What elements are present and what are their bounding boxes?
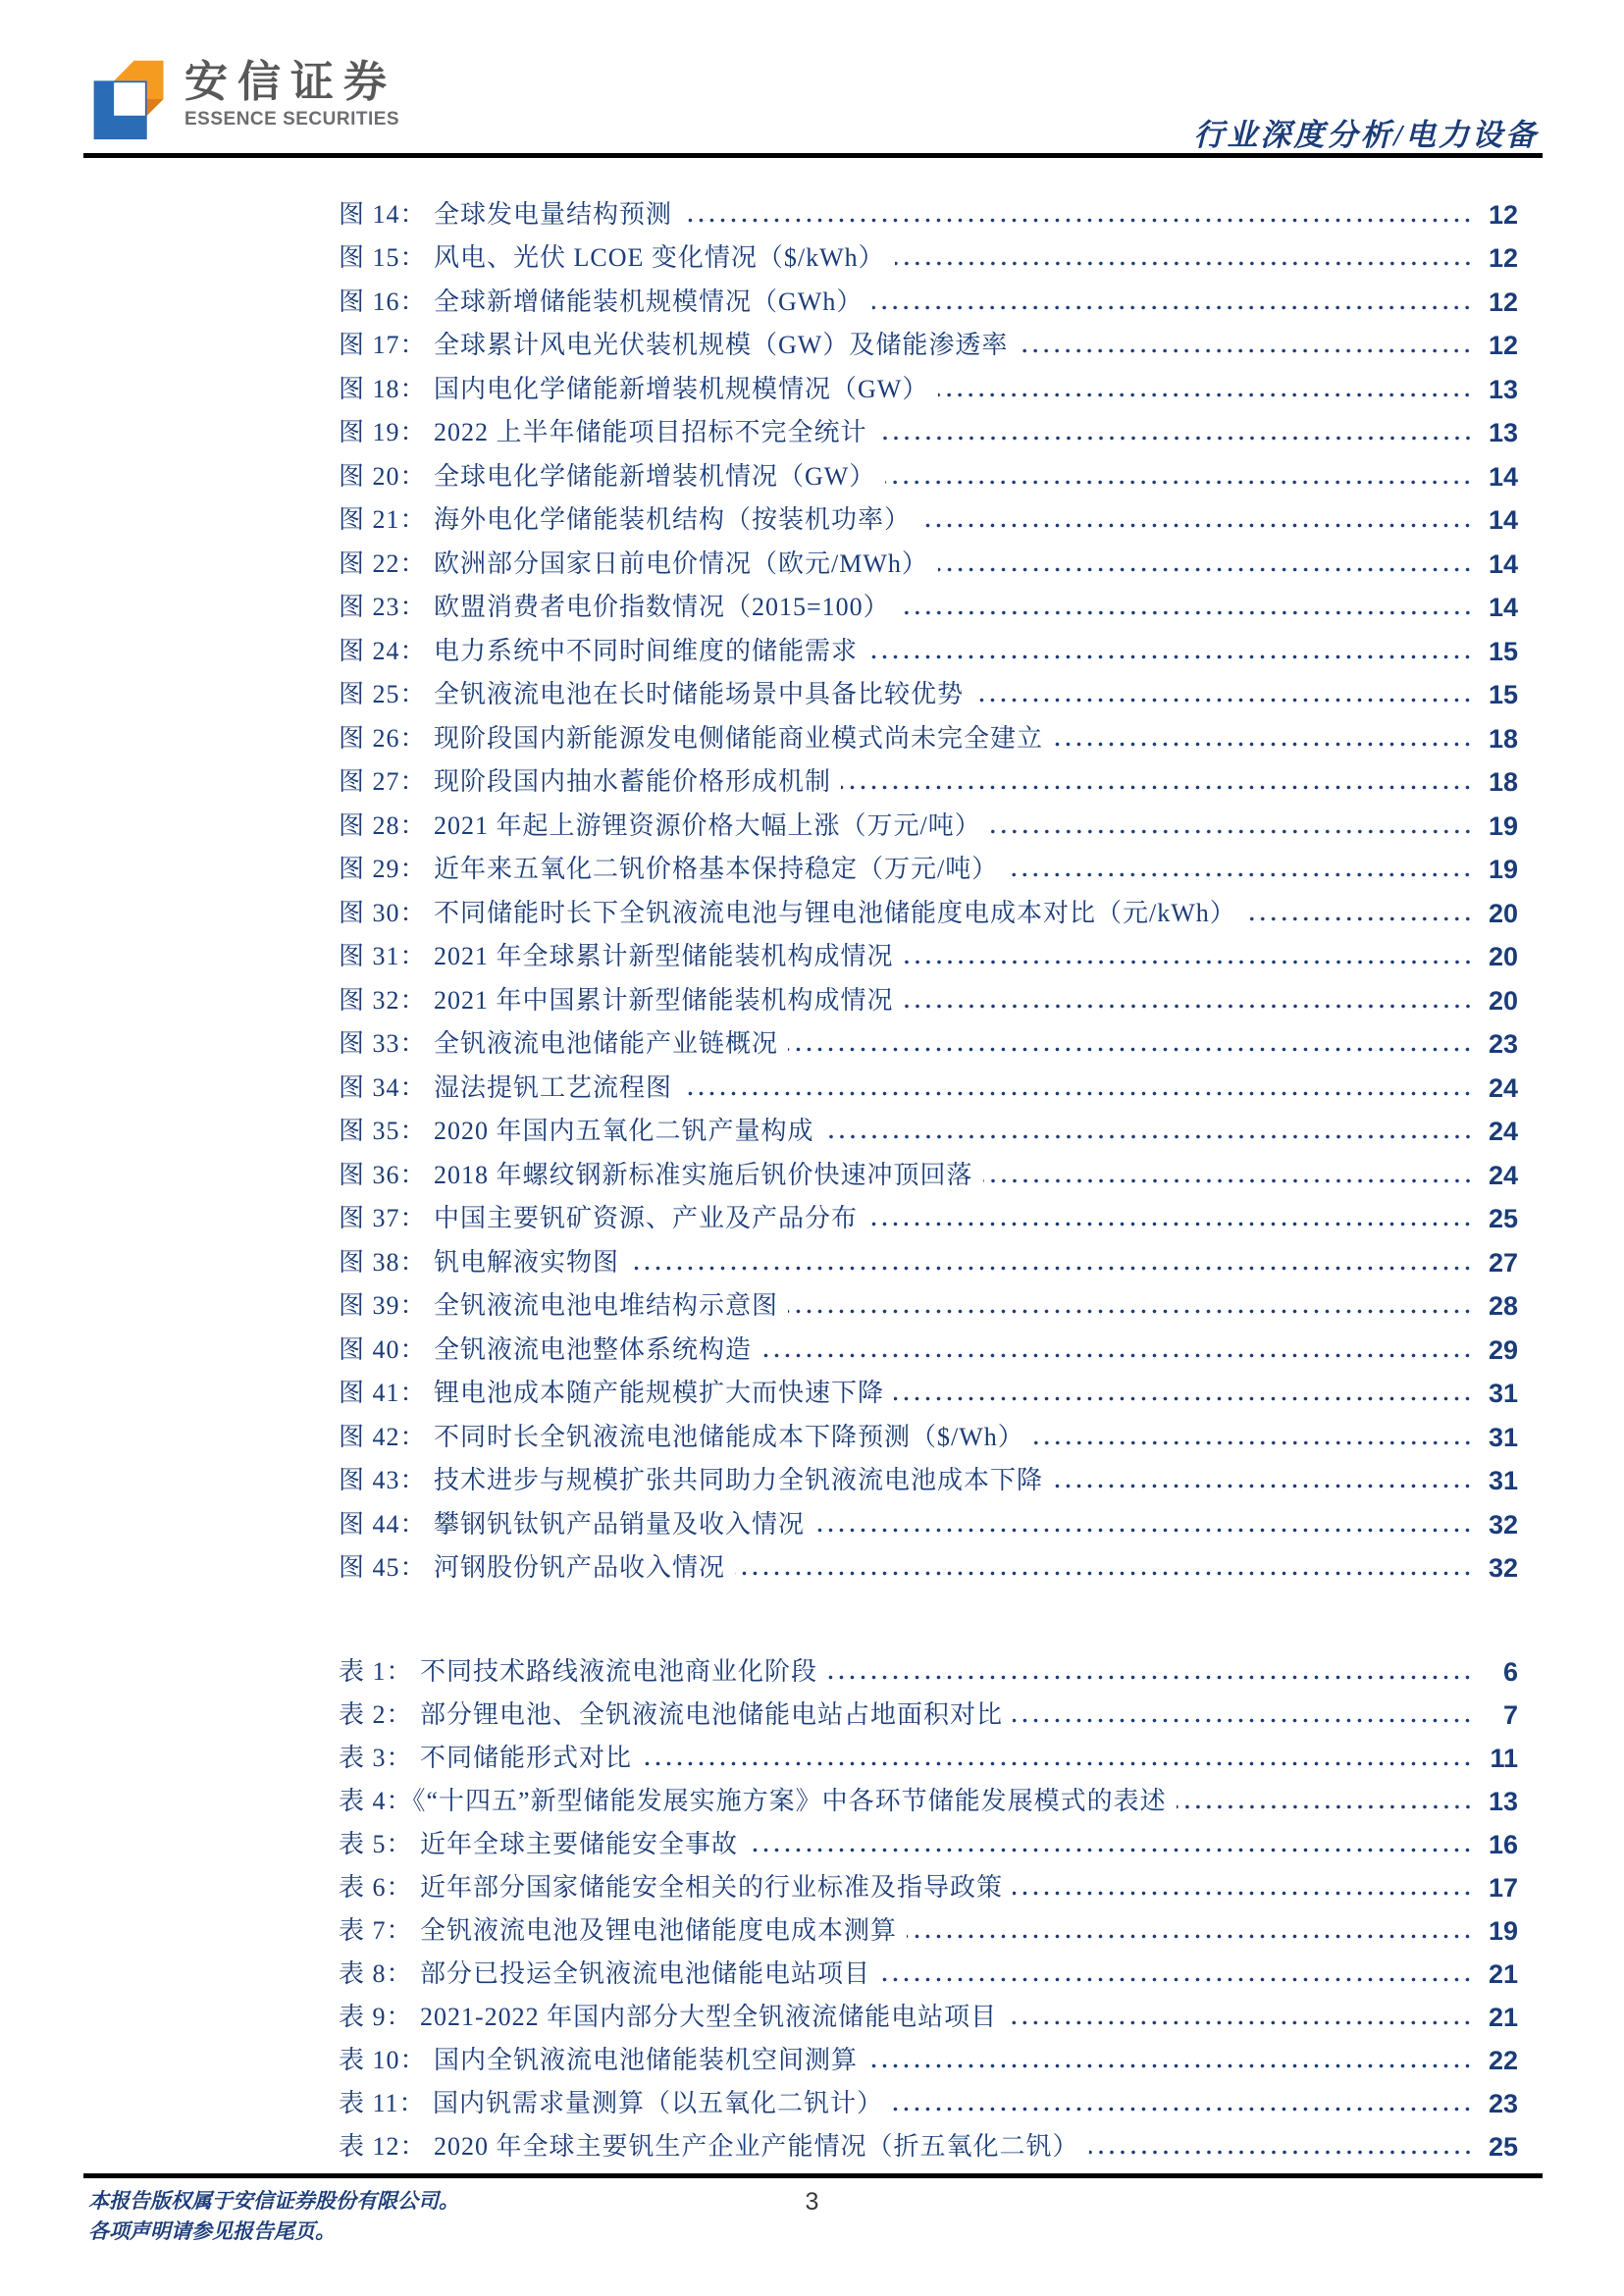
toc-figure-entry[interactable] <box>339 367 1518 411</box>
toc-entry-label: 表 9： 2021-2022 年国内部分大型全钒液流储能电站项目 <box>339 2003 998 2031</box>
toc-entry-label: 图 33： 全钒液流电池储能产业链概况 <box>339 1029 779 1058</box>
toc-figure-entry[interactable] <box>339 848 1518 892</box>
toc-figure-entry[interactable] <box>339 411 1518 455</box>
dot-leader <box>938 567 1473 572</box>
brand <box>88 51 399 147</box>
toc-figure-entry[interactable] <box>339 935 1518 979</box>
dot-leader <box>885 480 1473 485</box>
toc-entry-label: 图 17： 全球累计风电光伏装机规模（GW）及储能渗透率 <box>339 331 1009 359</box>
toc-table-entry[interactable] <box>339 2125 1518 2168</box>
dot-leader <box>867 1222 1473 1226</box>
toc-entry-label: 表 11： 国内钒需求量测算（以五氧化二钒计） <box>339 2089 884 2117</box>
copyright-line-1: 本报告版权属于安信证券股份有限公司。 <box>88 2189 459 2213</box>
toc-entry-page-number: 31 <box>1488 1466 1518 1495</box>
toc-entry-label: 图 41： 锂电池成本随产能规模扩大而快速下降 <box>339 1379 885 1407</box>
toc-figure-entry[interactable] <box>339 1284 1518 1329</box>
toc-figure-entry[interactable] <box>339 1110 1518 1154</box>
toc-figure-entry[interactable] <box>339 324 1518 368</box>
toc-entry-page-number: 12 <box>1488 199 1518 230</box>
dot-leader <box>814 1528 1473 1533</box>
toc-entry-label: 图 31： 2021 年全球累计新型储能装机构成情况 <box>339 942 894 970</box>
dot-leader <box>904 960 1473 965</box>
dot-leader <box>877 436 1473 441</box>
toc-entry-page-number: 13 <box>1488 374 1518 404</box>
toc-figure-entry[interactable] <box>339 891 1518 935</box>
toc-entry-page-number: 11 <box>1490 1744 1518 1773</box>
toc-table-entry[interactable] <box>339 1780 1518 1823</box>
dot-leader <box>1053 1484 1473 1488</box>
toc-entry-label: 图 20： 全球电化学储能新增装机情况（GW） <box>339 461 876 491</box>
toc-entry-label: 图 26： 现阶段国内新能源发电侧储能商业模式尚未完全建立 <box>339 723 1044 753</box>
toc-entry-page-number: 20 <box>1488 942 1518 971</box>
toc-entry-page-number: 18 <box>1488 767 1518 797</box>
toc-entry-page-number: 6 <box>1502 1657 1518 1687</box>
toc-table-entry[interactable] <box>339 1650 1518 1694</box>
toc-figure-entry[interactable] <box>339 586 1518 630</box>
toc-entry-page-number: 14 <box>1488 461 1518 492</box>
toc-entry-page-number: 32 <box>1488 1553 1518 1583</box>
toc-entry-label: 图 40： 全钒液流电池整体系统构造 <box>339 1334 753 1364</box>
toc-figure-entry[interactable] <box>339 542 1518 586</box>
toc-entry-label: 表 8： 部分已投运全钒液流电池储能电站项目 <box>339 1959 871 1988</box>
toc-entry-label: 表 5： 近年全球主要储能安全事故 <box>339 1830 739 1858</box>
toc-entry-page-number: 13 <box>1488 418 1518 447</box>
toc-entry-page-number: 13 <box>1488 1787 1518 1816</box>
toc-entry-label: 图 28： 2021 年起上游锂资源价格大幅上涨（万元/吨） <box>339 810 981 840</box>
toc-entry-page-number: 25 <box>1488 2132 1518 2162</box>
dot-leader <box>973 698 1473 703</box>
toc-entry-page-number: 19 <box>1488 855 1518 884</box>
toc-entry-page-number: 14 <box>1488 593 1518 622</box>
toc-entry-label: 图 35： 2020 年国内五氧化二钒产量构成 <box>339 1117 814 1145</box>
toc-figure-entry[interactable] <box>339 1328 1518 1372</box>
toc-entry-page-number: 16 <box>1488 1830 1518 1859</box>
toc-table-entry[interactable] <box>339 1737 1518 1780</box>
toc-figure-entry[interactable] <box>339 1153 1518 1197</box>
toc-entry-page-number: 27 <box>1488 1247 1518 1278</box>
toc-table-entry[interactable] <box>339 1823 1518 1866</box>
toc-figure-entry[interactable] <box>339 454 1518 498</box>
toc-entry-page-number: 31 <box>1488 1422 1518 1452</box>
toc-entry-page-number: 24 <box>1488 1160 1518 1190</box>
toc-entry-page-number: 25 <box>1488 1204 1518 1233</box>
dot-leader <box>682 218 1473 223</box>
toc-entry-label: 图 36： 2018 年螺纹钢新标准实施后钒价快速冲顶回落 <box>339 1160 973 1189</box>
toc-entry-label: 图 15： 风电、光伏 LCOE 变化情况（$/kWh） <box>339 243 885 272</box>
toc-entry-label: 表 3： 不同储能形式对比 <box>339 1744 633 1772</box>
toc-figure-entry[interactable] <box>339 236 1518 281</box>
page-header <box>0 0 1624 159</box>
toc-entry-page-number: 15 <box>1488 636 1518 666</box>
toc-figure-entry[interactable] <box>339 804 1518 848</box>
toc-entry-label: 表 10： 国内全钒液流电池储能装机空间测算 <box>339 2046 859 2074</box>
toc-table-entry[interactable] <box>339 2082 1518 2125</box>
toc-figure-entry[interactable] <box>339 673 1518 717</box>
page-number: 3 <box>805 2188 819 2216</box>
toc-figure-entry[interactable] <box>339 978 1518 1022</box>
toc-entry-label: 图 34： 湿法提钒工艺流程图 <box>339 1072 673 1102</box>
toc-figure-entry[interactable] <box>339 1240 1518 1284</box>
toc-figure-entry[interactable] <box>339 760 1518 805</box>
toc-entry-label: 图 19： 2022 上半年储能项目招标不完全统计 <box>339 418 867 446</box>
dot-leader <box>1177 1804 1473 1809</box>
toc-entry-page-number: 21 <box>1488 1959 1518 1989</box>
dot-leader <box>788 1309 1473 1314</box>
toc-figures-list <box>339 192 1518 1590</box>
dot-leader <box>642 1761 1473 1766</box>
toc-figure-entry[interactable] <box>339 1372 1518 1416</box>
toc-entry-page-number: 17 <box>1488 1873 1518 1903</box>
toc-entry-label: 表 7： 全钒液流电池及锂电池储能度电成本测算 <box>339 1916 898 1945</box>
dot-leader <box>920 523 1473 528</box>
dot-leader <box>1013 1891 1473 1896</box>
toc-entry-page-number: 23 <box>1488 2089 1518 2118</box>
toc-entry-label: 图 21： 海外电化学储能装机结构（按装机功率） <box>339 505 912 534</box>
toc-entry-label: 表 1： 不同技术路线液流电池商业化阶段 <box>339 1657 818 1686</box>
toc-entry-label: 图 44： 攀钢钒钛钒产品销量及收入情况 <box>339 1509 806 1539</box>
toc-entry-page-number: 19 <box>1488 810 1518 841</box>
dot-leader <box>1034 1440 1473 1445</box>
toc-entry-label: 图 38： 钒电解液实物图 <box>339 1247 620 1277</box>
dot-leader <box>895 261 1473 266</box>
dot-leader <box>894 1396 1473 1401</box>
dot-leader <box>629 1266 1473 1271</box>
toc-figure-entry[interactable] <box>339 1459 1518 1503</box>
toc-entry-label: 图 29： 近年来五氧化二钒价格基本保持稳定（万元/吨） <box>339 855 999 883</box>
toc-entry-page-number: 12 <box>1488 243 1518 273</box>
toc-table-entry[interactable] <box>339 1953 1518 1996</box>
toc-entry-label: 图 39： 全钒液流电池电堆结构示意图 <box>339 1291 779 1320</box>
toc-entry-page-number: 20 <box>1488 898 1518 928</box>
toc-table-entry[interactable] <box>339 1996 1518 2039</box>
toc-entry-page-number: 29 <box>1488 1334 1518 1365</box>
toc-entry-page-number: 32 <box>1488 1509 1518 1539</box>
dot-leader <box>1246 916 1473 921</box>
toc-entry-label: 图 43： 技术进步与规模扩张共同助力全钒液流电池成本下降 <box>339 1466 1044 1494</box>
dot-leader <box>788 1047 1473 1052</box>
toc-figure-entry[interactable] <box>339 1415 1518 1459</box>
toc-entry-label: 图 24： 电力系统中不同时间维度的储能需求 <box>339 636 859 665</box>
toc-entry-page-number: 31 <box>1488 1379 1518 1408</box>
toc-entry-label: 表 6： 近年部分国家储能安全相关的行业标准及指导政策 <box>339 1873 1004 1902</box>
dot-leader <box>867 2063 1473 2068</box>
toc-entry-page-number: 14 <box>1488 505 1518 535</box>
toc-entry-page-number: 24 <box>1488 1072 1518 1103</box>
dot-leader <box>907 1934 1473 1939</box>
dot-leader <box>841 785 1473 790</box>
toc-entry-label: 图 16： 全球新增储能装机规模情况（GWh） <box>339 287 864 316</box>
dot-leader <box>748 1848 1473 1852</box>
dot-leader <box>991 829 1473 834</box>
toc-figure-entry[interactable] <box>339 716 1518 760</box>
dot-leader <box>900 610 1473 615</box>
toc-entry-label: 图 45： 河钢股份钒产品收入情况 <box>339 1553 726 1582</box>
toc-entry-page-number: 28 <box>1488 1291 1518 1321</box>
toc-entry-page-number: 12 <box>1488 331 1518 360</box>
toc-table-entry[interactable] <box>339 1909 1518 1953</box>
dot-leader <box>872 305 1473 310</box>
brand-name-cn: 安信证券 <box>184 58 396 106</box>
toc-entry-label: 图 18： 国内电化学储能新增装机规模情况（GW） <box>339 374 929 403</box>
toc-entry-label: 图 37： 中国主要钒矿资源、产业及产品分布 <box>339 1204 859 1232</box>
toc-table-entry[interactable] <box>339 1694 1518 1737</box>
brand-name-en: ESSENCE SECURITIES <box>184 109 400 130</box>
dot-leader <box>938 392 1473 397</box>
dot-leader <box>1053 742 1473 747</box>
toc-entry-label: 图 22： 欧洲部分国家日前电价情况（欧元/MWh） <box>339 548 928 578</box>
table-of-contents <box>339 192 1518 2168</box>
toc-entry-page-number: 15 <box>1488 680 1518 709</box>
toc-figure-entry[interactable] <box>339 1546 1518 1591</box>
essence-securities-logo-icon <box>88 51 171 147</box>
toc-figure-entry[interactable] <box>339 192 1518 236</box>
dot-leader <box>735 1571 1473 1576</box>
dot-leader <box>1008 872 1473 877</box>
toc-entry-label: 表 2： 部分锂电池、全钒液流电池储能电站占地面积对比 <box>339 1700 1004 1729</box>
toc-entry-page-number: 23 <box>1488 1029 1518 1059</box>
dot-leader <box>904 1004 1473 1009</box>
toc-entry-label: 图 27： 现阶段国内抽水蓄能价格形成机制 <box>339 767 832 796</box>
toc-figure-entry[interactable] <box>339 629 1518 673</box>
toc-entry-label: 图 23： 欧盟消费者电价指数情况（2015=100） <box>339 593 890 621</box>
toc-entry-label: 图 32： 2021 年中国累计新型储能装机构成情况 <box>339 985 894 1015</box>
toc-entry-page-number: 19 <box>1488 1916 1518 1946</box>
toc-entry-page-number: 22 <box>1488 2046 1518 2075</box>
toc-figure-entry[interactable] <box>339 498 1518 543</box>
dot-leader <box>824 1134 1473 1139</box>
toc-entry-label: 图 25： 全钒液流电池在长时储能场景中具备比较优势 <box>339 680 965 708</box>
header-divider <box>83 153 1543 158</box>
toc-figure-entry[interactable] <box>339 1066 1518 1110</box>
toc-figure-entry[interactable] <box>339 1197 1518 1241</box>
dot-leader <box>827 1675 1473 1680</box>
toc-entry-label: 表 4：《“十四五”新型储能发展实施方案》中各环节储能发展模式的表述 <box>339 1787 1167 1815</box>
toc-figure-entry[interactable] <box>339 1502 1518 1546</box>
report-category-label: 行业深度分析/电力设备 <box>1193 118 1539 152</box>
dot-leader <box>893 2107 1473 2112</box>
dot-leader <box>880 1977 1473 1982</box>
dot-leader <box>1013 1718 1473 1723</box>
toc-table-entry[interactable] <box>339 1866 1518 1909</box>
dot-leader <box>1018 348 1473 353</box>
toc-entry-page-number: 14 <box>1488 548 1518 579</box>
toc-tables-list <box>339 1650 1518 2168</box>
toc-figure-entry[interactable] <box>339 280 1518 324</box>
toc-entry-page-number: 7 <box>1502 1700 1518 1730</box>
dot-leader <box>1089 2150 1473 2155</box>
toc-entry-page-number: 24 <box>1488 1117 1518 1146</box>
dot-leader <box>867 654 1473 659</box>
footer-divider <box>83 2173 1543 2178</box>
toc-entry-page-number: 12 <box>1488 287 1518 317</box>
toc-entry-label: 图 30： 不同储能时长下全钒液流电池与锂电池储能度电成本对比（元/kWh） <box>339 898 1236 927</box>
toc-entry-page-number: 20 <box>1488 985 1518 1016</box>
toc-entry-label: 图 14： 全球发电量结构预测 <box>339 199 673 229</box>
copyright-line-2: 各项声明请参见报告尾页。 <box>88 2219 336 2243</box>
toc-entry-label: 表 12： 2020 年全球主要钒生产企业产能情况（折五氧化二钒） <box>339 2132 1079 2161</box>
toc-entry-page-number: 21 <box>1488 2003 1518 2032</box>
toc-entry-page-number: 18 <box>1488 723 1518 754</box>
dot-leader <box>1007 2020 1473 2025</box>
dot-leader <box>761 1353 1473 1358</box>
toc-figure-entry[interactable] <box>339 1022 1518 1067</box>
brand-text <box>184 51 399 130</box>
toc-table-entry[interactable] <box>339 2039 1518 2082</box>
toc-entry-label: 图 42： 不同时长全钒液流电池储能成本下降预测（$/Wh） <box>339 1422 1024 1451</box>
dot-leader <box>682 1091 1473 1096</box>
dot-leader <box>983 1178 1473 1183</box>
